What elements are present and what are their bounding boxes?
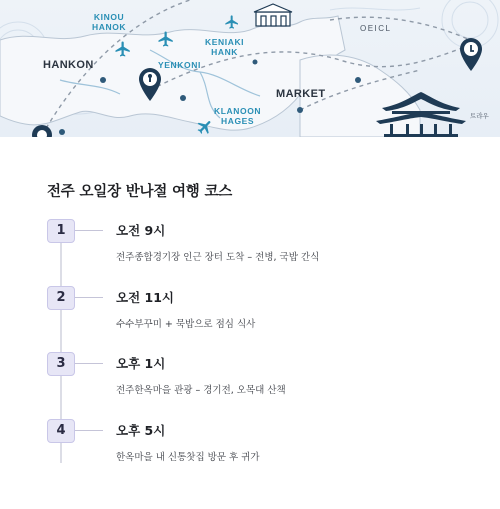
page-title: 전주 오일장 반나절 여행 코스 bbox=[47, 184, 233, 200]
course-section bbox=[0, 137, 500, 509]
map-label-hanja-sign: 트랴우 bbox=[470, 113, 489, 120]
step-connector bbox=[75, 230, 103, 231]
step-description: 수수부꾸미 + 묵밥으로 점심 식사 bbox=[116, 319, 256, 330]
airplane-icon bbox=[196, 118, 214, 136]
timeline-step bbox=[47, 352, 467, 402]
step-connector bbox=[75, 430, 103, 431]
pavilion-icon bbox=[372, 90, 470, 137]
location-pin-icon[interactable] bbox=[31, 124, 53, 137]
map-label-kinou-hanok: KINOU HANOK bbox=[92, 12, 127, 32]
step-description: 한옥마을 내 신통찻집 방문 후 귀가 bbox=[116, 452, 260, 463]
map-label-klanoon-hages: KLANOON HAGES bbox=[214, 106, 262, 126]
building-icon bbox=[252, 2, 296, 28]
step-number-badge: 1 bbox=[47, 219, 75, 243]
map-label-hankon: HANKON bbox=[43, 59, 94, 71]
step-time: 오후 1시 bbox=[116, 356, 166, 371]
location-pin-icon[interactable] bbox=[458, 36, 484, 72]
step-connector bbox=[75, 363, 103, 364]
step-description: 전주종합경기장 인근 장터 도착 – 전병, 국밥 간식 bbox=[116, 252, 320, 263]
map-label-yenkoni: YENKONI bbox=[158, 60, 201, 70]
airplane-icon bbox=[157, 30, 175, 48]
map-banner bbox=[0, 0, 500, 137]
map-label-market: MARKET bbox=[276, 88, 326, 100]
step-time: 오전 11시 bbox=[116, 290, 174, 305]
step-number-badge: 3 bbox=[47, 352, 75, 376]
step-number-badge: 4 bbox=[47, 419, 75, 443]
step-number-badge: 2 bbox=[47, 286, 75, 310]
map-label-oeicl: OEICL bbox=[360, 24, 392, 33]
airplane-icon bbox=[114, 40, 132, 58]
location-pin-icon[interactable] bbox=[137, 66, 163, 102]
step-time: 오후 5시 bbox=[116, 423, 166, 438]
map-label-keniaki-hank: KENIAKI HANK bbox=[205, 37, 245, 57]
timeline-step bbox=[47, 419, 467, 469]
step-description: 전주한옥마을 관광 – 경기전, 오목대 산책 bbox=[116, 385, 286, 396]
step-time: 오전 9시 bbox=[116, 223, 166, 238]
step-connector bbox=[75, 297, 103, 298]
airplane-icon bbox=[224, 14, 240, 30]
timeline-step bbox=[47, 219, 467, 269]
timeline-step bbox=[47, 286, 467, 336]
